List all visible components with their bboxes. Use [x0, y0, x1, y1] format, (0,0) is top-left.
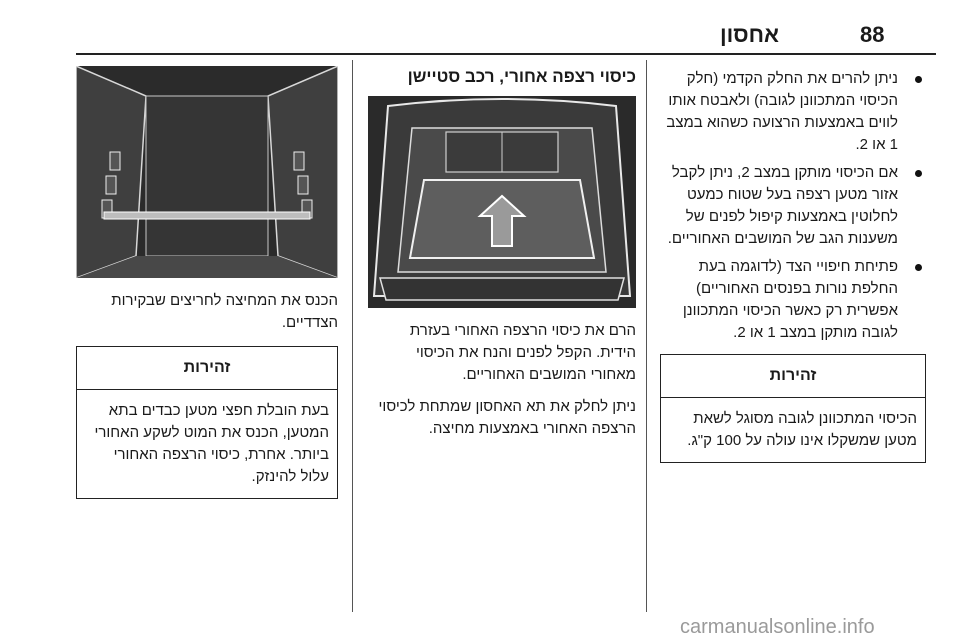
- paragraph: ניתן לחלק את תא האחסון שמתחת לכיסוי הרצפה האחורי באמצעות מחיצה.: [378, 398, 636, 437]
- page-title: אחסון: [720, 22, 780, 47]
- divider-installation-illustration: [76, 66, 338, 278]
- column-right: [660, 68, 926, 463]
- column-middle: [368, 66, 636, 440]
- bullet-item: פתיחת חיפויי הצד (לדוגמה בעת החלפת נורות בפנסים האחוריים) אפשרית רק כאשר הכיסוי המתכוונן לגובה מותקן במצב 1 או 2.: [660, 256, 926, 344]
- cargo-floor-drawing: [368, 96, 636, 308]
- paragraph: הכנס את המחיצה לחריצים שבקירות הצדדיים.: [111, 292, 338, 331]
- column-left: [76, 66, 338, 499]
- page-number: 88: [860, 22, 885, 47]
- cargo-divider-drawing: [76, 66, 338, 278]
- column-divider-left: [352, 60, 353, 612]
- warning-box: [660, 354, 926, 463]
- header-rule: [76, 53, 936, 55]
- warning-title: זהירות: [77, 347, 337, 390]
- bullet-item: אם הכיסוי מותקן במצב 2, ניתן לקבל אזור מטען רצפה בעל שטוח כמעט לחלוטין באמצעות קיפול לפנים של משענות הגב של המושבים האחוריים.: [660, 162, 926, 250]
- bullet-item: ניתן להרים את החלק הקדמי (חלק הכיסוי המתכוונן לגובה) ולאבטח אותו לווים באמצעות הרצועה כשהוא במצב 1 או 2.: [660, 68, 926, 156]
- rear-floor-cover-illustration: [368, 96, 636, 308]
- warning-title: זהירות: [661, 355, 925, 398]
- bullet-list: [660, 68, 926, 344]
- section-heading: כיסוי רצפה אחורי, רכב סטיישן: [407, 67, 636, 86]
- page-header: [0, 0, 960, 56]
- warning-text: הכיסוי המתכוונן לגובה מסוגל לשאת מטען שמשקלו אינו עולה על 100 ק"ג.: [687, 410, 917, 449]
- warning-text: בעת הובלת חפצי מטען כבדים בתא המטען, הכנס את המוט לשקע האחורי ביותר. אחרת, כיסוי הרצפה האחורי עלול להינזק.: [94, 402, 329, 485]
- column-divider-right: [646, 60, 647, 612]
- paragraph: הרם את כיסוי הרצפה האחורי בעזרת הידית. הקפל לפנים והנח את הכיסוי מאחורי המושבים האחוריים.: [409, 322, 636, 383]
- warning-box: [76, 346, 338, 499]
- watermark: carmanualsonline.info: [680, 616, 875, 638]
